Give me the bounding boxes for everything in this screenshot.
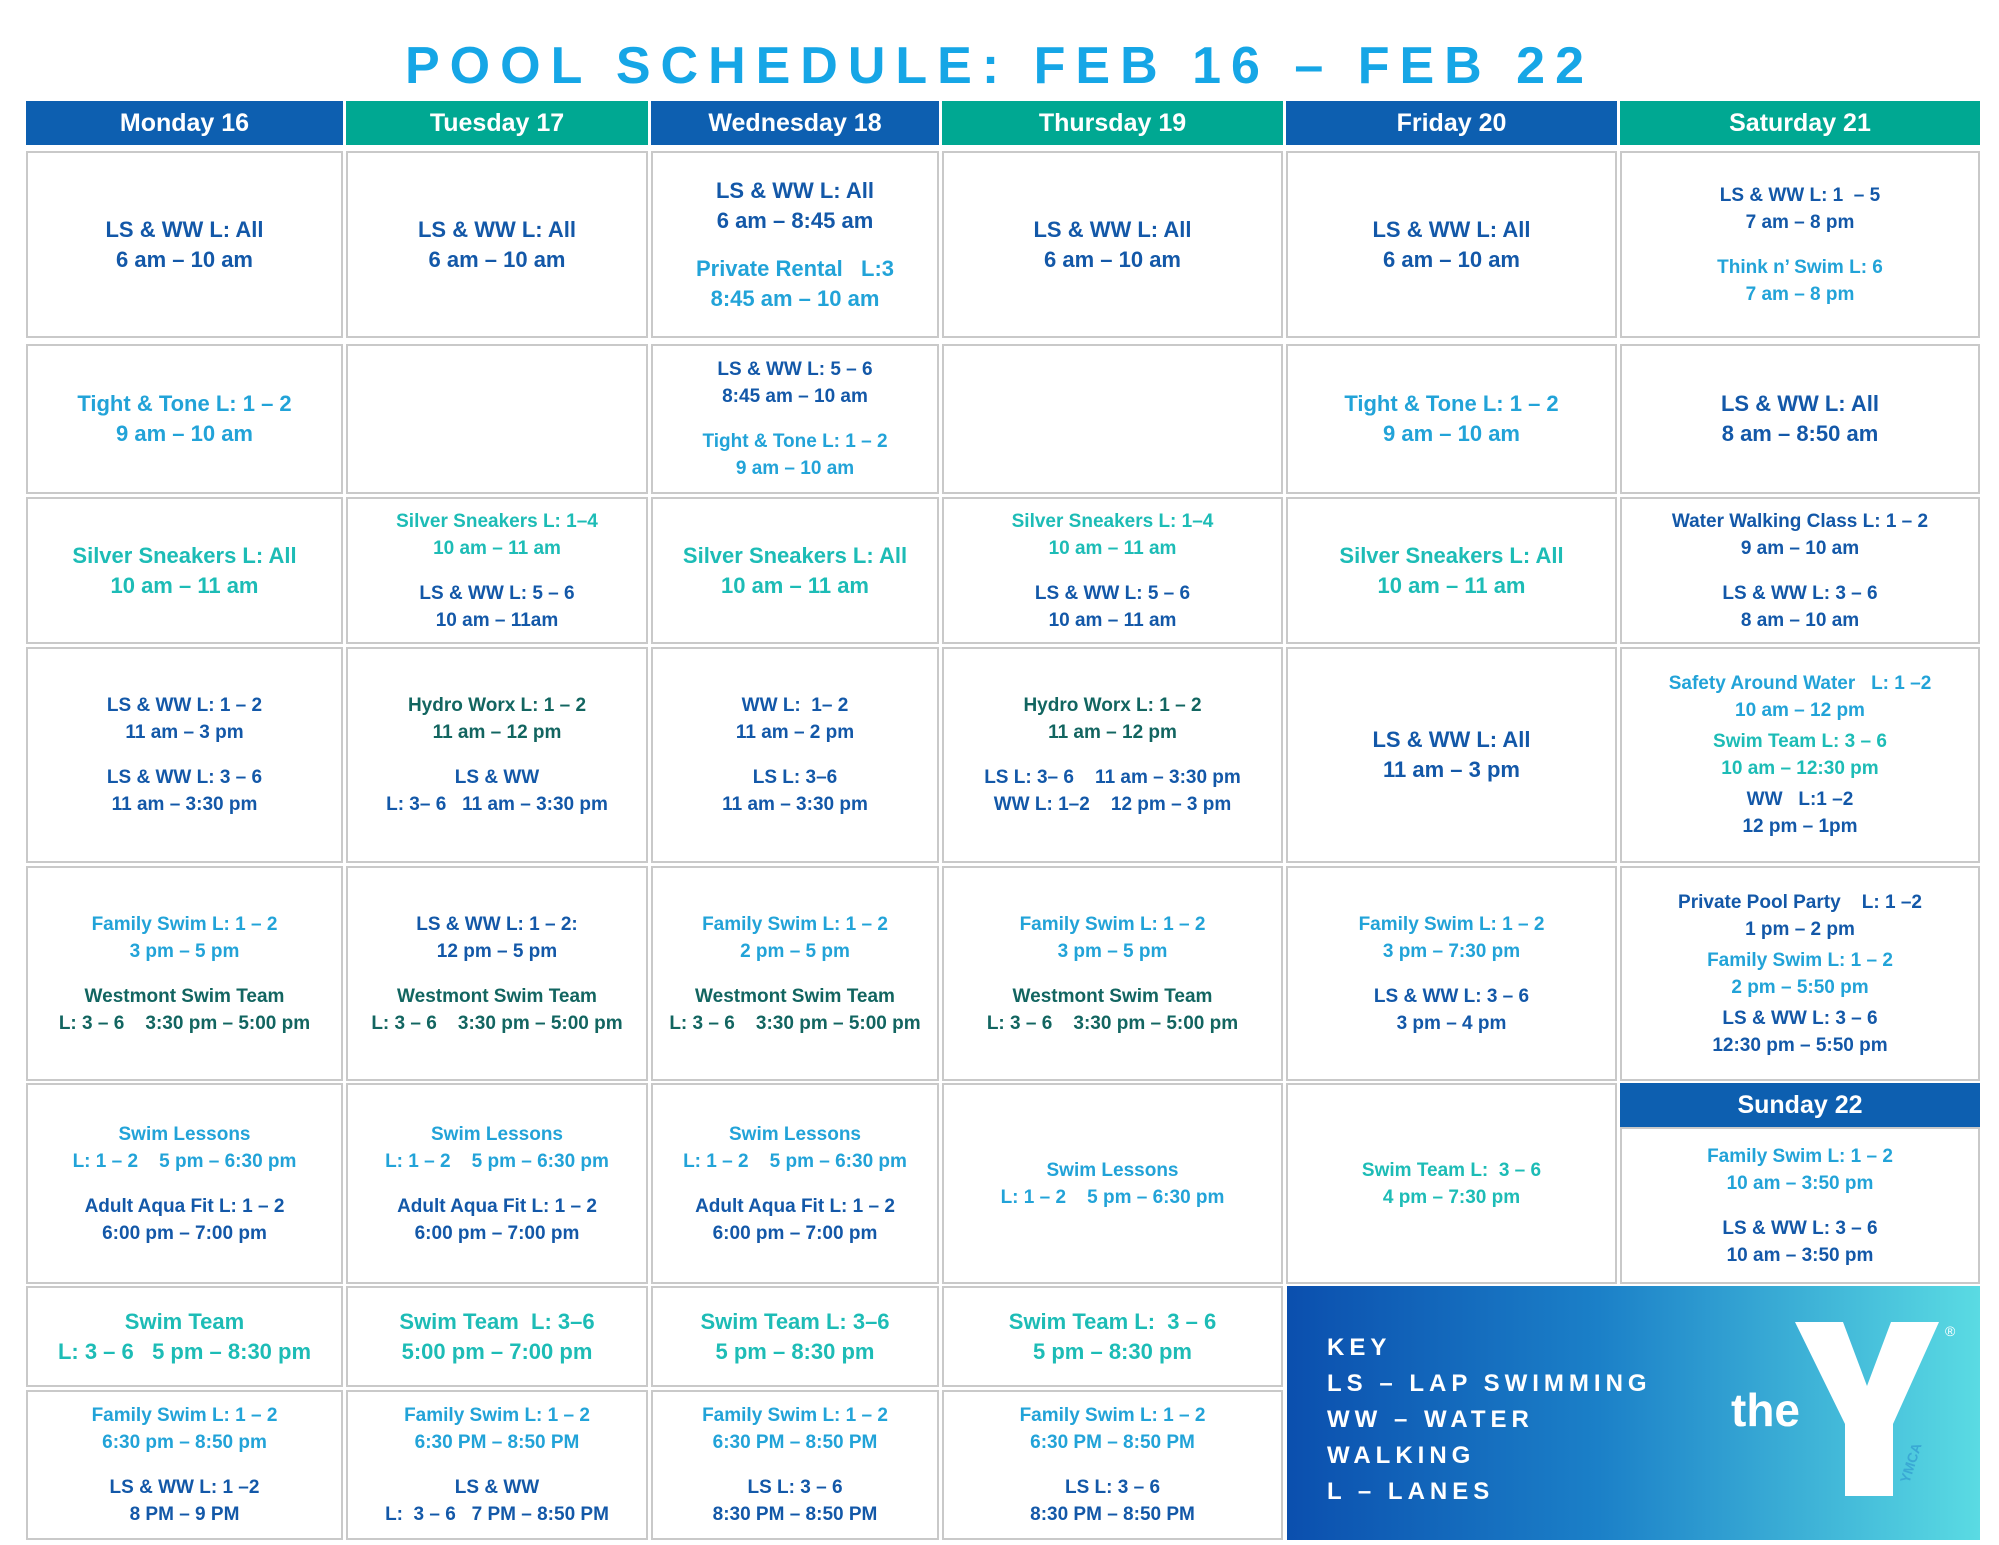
event-time: 10 am – 11 am (1048, 537, 1177, 559)
event-title: Swim Team L: 3 – 6 (1008, 1308, 1217, 1334)
event-title: Hydro Worx L: 1 – 2 (407, 695, 587, 716)
day-header-3: Wednesday 18 (651, 101, 939, 145)
schedule-event (669, 983, 920, 1037)
schedule-cell (26, 497, 343, 644)
schedule-cell (942, 647, 1283, 863)
event-time: L: 3 – 6 5 pm – 8:30 pm (57, 1338, 312, 1364)
schedule-event (418, 215, 576, 275)
day-header-4: Thursday 19 (942, 101, 1283, 145)
schedule-event (1339, 541, 1563, 601)
schedule-cell (1286, 1083, 1617, 1284)
event-time: 11 am – 12 pm (432, 722, 562, 743)
schedule-event (1678, 889, 1922, 943)
event-time: 10 am – 11 am (1377, 572, 1526, 598)
schedule-event (404, 1402, 590, 1456)
key-panel (1287, 1286, 1980, 1540)
event-time: 11 am – 3:30 pm (111, 794, 258, 815)
schedule-cell (1286, 344, 1617, 494)
schedule-cell (942, 1083, 1283, 1284)
schedule-event (702, 911, 888, 965)
event-title: LS & WW (454, 767, 540, 788)
event-time: 5 pm – 8:30 pm (715, 1338, 875, 1364)
event-title: Tight & Tone L: 1 – 2 (1344, 391, 1559, 416)
event-title: Adult Aqua Fit L: 1 – 2 (84, 1195, 285, 1217)
event-time: L: 3 – 6 7 PM – 8:50 PM (385, 1504, 609, 1525)
event-time: L: 3– 6 11 am – 3:30 pm (386, 794, 608, 815)
event-title: LS & WW L: 3 – 6 (1722, 1007, 1878, 1029)
event-title: Family Swim L: 1 – 2 (1019, 1405, 1206, 1426)
event-title: Swim Team L: 3 – 6 (1361, 1159, 1542, 1181)
event-title: Family Swim L: 1 – 2 (702, 1405, 888, 1426)
schedule-event (1717, 254, 1883, 308)
event-time: 6 am – 8:45 am (716, 207, 874, 233)
event-time: 3 pm – 4 pm (1396, 1012, 1507, 1034)
schedule-cell (26, 1083, 343, 1284)
event-time: 11 am – 3 pm (1383, 757, 1520, 782)
event-time: 8:30 PM – 8:50 PM (1030, 1504, 1195, 1525)
event-time: L: 1 – 2 5 pm – 6:30 pm (385, 1150, 609, 1172)
event-time: 4 pm – 7:30 pm (1382, 1186, 1521, 1208)
event-time: 3 pm – 5 pm (1057, 940, 1168, 962)
event-time: 6 am – 10 am (1383, 246, 1520, 272)
event-title: Family Swim L: 1 – 2 (1019, 913, 1206, 935)
schedule-event (1712, 1005, 1887, 1059)
schedule-event (1012, 508, 1214, 562)
schedule-cell (26, 151, 343, 338)
event-title: LS & WW L: 3 – 6 (1373, 985, 1530, 1007)
schedule-event (1722, 580, 1877, 634)
schedule-cell (651, 497, 939, 644)
event-time: 11 am – 12 pm (1048, 722, 1177, 743)
key-line-walking: WALKING (1327, 1442, 1476, 1469)
schedule-event (385, 1121, 609, 1175)
schedule-event (702, 1402, 888, 1456)
schedule-event (1020, 1402, 1206, 1456)
event-time: 6:00 pm – 7:00 pm (102, 1222, 267, 1244)
event-title: Family Swim L: 1 – 2 (702, 913, 888, 935)
event-time: 6 am – 10 am (1044, 246, 1181, 272)
event-title: Swim Team L: 3–6 (399, 1308, 595, 1334)
schedule-cell (1620, 151, 1980, 338)
event-title: Adult Aqua Fit L: 1 – 2 (695, 1195, 895, 1217)
event-title: Think n’ Swim L: 6 (1717, 256, 1883, 278)
event-time: 12 pm – 5 pm (436, 940, 558, 962)
event-title: Swim Lessons (118, 1123, 251, 1145)
event-time: 12:30 pm – 5:50 pm (1712, 1034, 1888, 1056)
event-title: LS L: 3–6 (752, 767, 838, 788)
schedule-event (1030, 1474, 1195, 1528)
schedule-event (1722, 1215, 1877, 1269)
schedule-cell (651, 1390, 939, 1540)
event-time: 3 pm – 7:30 pm (1382, 940, 1521, 962)
event-title: Westmont Swim Team (695, 985, 895, 1007)
event-time: 6:00 pm – 7:00 pm (414, 1222, 580, 1244)
event-time: 2 pm – 5:50 pm (1731, 976, 1869, 998)
schedule-event (1035, 580, 1190, 634)
schedule-cell (26, 647, 343, 863)
schedule-event (702, 428, 887, 482)
schedule-event (77, 389, 291, 449)
schedule-cell (346, 1390, 648, 1540)
event-time: WW L: 1–2 12 pm – 3 pm (993, 794, 1232, 815)
schedule-cell (942, 1390, 1283, 1540)
schedule-cell (942, 866, 1283, 1081)
event-time: 8 PM – 9 PM (129, 1504, 240, 1525)
schedule-cell (1620, 497, 1980, 644)
logo-the-text: the (1731, 1384, 1800, 1436)
schedule-event (107, 764, 262, 818)
schedule-event (695, 1193, 895, 1247)
page-title: POOL SCHEDULE: FEB 16 – FEB 22 (404, 37, 1595, 95)
schedule-event (386, 764, 608, 818)
schedule-event (385, 1474, 609, 1528)
schedule-event (73, 1121, 297, 1175)
key-line-ls: LS – LAP SWIMMING (1327, 1370, 1652, 1397)
event-time: 12 pm – 1pm (1742, 816, 1858, 837)
event-title: Private Rental L:3 (695, 255, 895, 281)
event-time: 6:00 pm – 7:00 pm (712, 1222, 878, 1244)
event-time: 5:00 pm – 7:00 pm (401, 1338, 593, 1364)
event-time: 3 pm – 5 pm (129, 940, 240, 962)
schedule-cell (1620, 866, 1980, 1081)
schedule-cell (26, 1390, 343, 1540)
schedule-cell (651, 344, 939, 494)
event-time: L: 3 – 6 3:30 pm – 5:00 pm (986, 1012, 1239, 1034)
schedule-event (58, 1307, 311, 1367)
event-time: 6:30 PM – 8:50 PM (414, 1432, 580, 1453)
event-time: 10 am – 11am (435, 609, 559, 631)
schedule-event (1023, 692, 1201, 746)
event-title: Family Swim L: 1 – 2 (1707, 949, 1893, 971)
event-title: Safety Around Water L: 1 –2 (1668, 673, 1932, 694)
schedule-cell (942, 151, 1283, 338)
schedule-event (1020, 911, 1206, 965)
event-title: LS & WW L: All (1033, 216, 1192, 242)
event-title: Silver Sneakers L: All (72, 542, 297, 568)
event-time: 7 am – 8 pm (1745, 211, 1855, 233)
schedule-cell (26, 866, 343, 1081)
schedule-cell (26, 344, 343, 494)
event-title: LS & WW L: All (1720, 391, 1880, 416)
event-time: 10 am – 11 am (433, 537, 561, 559)
schedule-event (1372, 215, 1530, 275)
event-title: LS & WW L: 3 – 6 (1722, 582, 1878, 604)
schedule-cell (346, 1083, 648, 1284)
event-title: LS & WW L: 3 – 6 (1722, 1217, 1878, 1239)
event-title: Silver Sneakers L: 1–4 (1011, 510, 1214, 532)
event-title: Westmont Swim Team (397, 985, 597, 1007)
schedule-cell (651, 151, 939, 338)
event-time: 11 am – 3 pm (125, 722, 244, 743)
schedule-cell (942, 344, 1283, 494)
schedule-cell (26, 1286, 343, 1387)
key-text (1327, 1330, 1652, 1510)
schedule-event (1374, 983, 1529, 1037)
schedule-event (696, 254, 894, 314)
schedule-event (1720, 182, 1880, 236)
event-title: Adult Aqua Fit L: 1 – 2 (397, 1195, 597, 1217)
schedule-event (419, 580, 574, 634)
schedule-event (1001, 1157, 1225, 1211)
event-title: LS & WW L: All (417, 216, 577, 242)
schedule-event (110, 1474, 260, 1528)
schedule-cell (1286, 647, 1617, 863)
schedule-event (1742, 786, 1857, 840)
event-title: Family Swim L: 1 – 2 (91, 913, 278, 935)
schedule-event (683, 541, 907, 601)
schedule-cell (346, 151, 648, 338)
event-time: 1 pm – 2 pm (1745, 918, 1855, 940)
event-time: 8:45 am – 10 am (710, 285, 880, 311)
event-title: LS L: 3– 6 11 am – 3:30 pm (984, 767, 1241, 788)
event-time: L: 3 – 6 3:30 pm – 5:00 pm (58, 1012, 311, 1034)
schedule-event (396, 508, 598, 562)
event-time: 2 pm – 5 pm (740, 940, 850, 962)
schedule-cell (1286, 866, 1617, 1081)
day-header-2: Tuesday 17 (346, 101, 648, 145)
event-time: L: 3 – 6 3:30 pm – 5:00 pm (669, 1012, 921, 1034)
day-header-6: Saturday 21 (1620, 101, 1980, 145)
event-time: 6 am – 10 am (428, 246, 566, 272)
event-time: 9 am – 10 am (1740, 537, 1860, 559)
event-time: 6 am – 10 am (116, 246, 253, 272)
event-time: 9 am – 10 am (735, 458, 855, 479)
event-time: 10 am – 12 pm (1735, 700, 1865, 721)
schedule-event (416, 911, 578, 965)
event-title: LS L: 3 – 6 (747, 1477, 843, 1498)
event-time: 10 am – 12:30 pm (1721, 758, 1879, 779)
event-title: Family Swim L: 1 – 2 (1358, 913, 1545, 935)
schedule-event (1359, 911, 1545, 965)
event-title: LS & WW L: 1 – 2 (106, 695, 263, 716)
schedule-cell (346, 497, 648, 644)
schedule-cell (1620, 344, 1980, 494)
schedule-event (105, 215, 263, 275)
event-title: LS & WW L: 1 – 5 (1719, 184, 1881, 206)
event-time: 6:30 PM – 8:50 PM (1030, 1432, 1195, 1453)
event-time: 8 am – 8:50 am (1721, 421, 1879, 446)
day-header-1: Monday 16 (26, 101, 343, 145)
event-time: L: 1 – 2 5 pm – 6:30 pm (683, 1150, 907, 1172)
event-title: Silver Sneakers L: All (1339, 542, 1564, 568)
event-title: LS L: 3 – 6 (1064, 1477, 1161, 1498)
event-title: LS & WW L: All (105, 216, 264, 242)
event-title: LS & WW L: All (1372, 216, 1531, 242)
event-title: Swim Team L: 3–6 (700, 1308, 890, 1334)
schedule-event (399, 1307, 594, 1367)
schedule-cell (942, 497, 1283, 644)
event-time: L: 1 – 2 5 pm – 6:30 pm (1000, 1186, 1225, 1208)
event-title: Swim Team (124, 1308, 245, 1334)
schedule-event (107, 692, 262, 746)
event-time: 10 am – 11 am (720, 572, 869, 598)
day-header-5: Friday 20 (1286, 101, 1617, 145)
event-time: 10 am – 11 am (1048, 609, 1177, 631)
schedule-event (1721, 389, 1879, 449)
schedule-cell (1286, 497, 1617, 644)
ymca-logo-icon (1725, 1306, 1965, 1506)
event-title: Hydro Worx L: 1 – 2 (1023, 695, 1202, 716)
event-time: 5 pm – 8:30 pm (1033, 1338, 1192, 1364)
schedule-cell (651, 647, 939, 863)
event-time: L: 3 – 6 3:30 pm – 5:00 pm (371, 1012, 623, 1034)
schedule-cell (346, 1286, 648, 1387)
event-title: Silver Sneakers L: 1–4 (396, 510, 598, 532)
schedule-cell (942, 1286, 1283, 1387)
event-time: 10 am – 11 am (110, 572, 259, 598)
schedule-event (59, 983, 310, 1037)
schedule-cell (1620, 1127, 1980, 1284)
schedule-event (1344, 389, 1558, 449)
schedule-cell (651, 866, 939, 1081)
schedule-cell (346, 344, 648, 494)
event-title: Family Swim L: 1 – 2 (1707, 1145, 1893, 1167)
event-time: 8:30 PM – 8:50 PM (712, 1504, 878, 1525)
schedule-event (92, 911, 278, 965)
schedule-event (683, 1121, 907, 1175)
schedule-event (700, 1307, 889, 1367)
schedule-event (397, 1193, 597, 1247)
schedule-event (1033, 215, 1191, 275)
key-line-ww: WW – WATER (1327, 1406, 1534, 1433)
event-title: Family Swim L: 1 – 2 (404, 1405, 590, 1426)
event-title: LS & WW L: 5 – 6 (717, 359, 873, 380)
event-title: LS & WW L: All (715, 177, 875, 203)
event-title: Westmont Swim Team (1012, 985, 1213, 1007)
event-title: LS & WW L: 1 – 2: (416, 913, 578, 935)
event-title: Swim Lessons (1046, 1159, 1179, 1181)
event-title: Swim Lessons (729, 1123, 861, 1145)
key-heading: KEY (1327, 1334, 1392, 1361)
schedule-event (85, 1193, 285, 1247)
schedule-event (717, 356, 872, 410)
event-title: LS & WW L: 5 – 6 (419, 582, 575, 604)
schedule-cell (1286, 151, 1617, 338)
event-title: Swim Lessons (431, 1123, 563, 1145)
schedule-event (1672, 508, 1928, 562)
event-title: Tight & Tone L: 1 – 2 (702, 431, 888, 452)
event-title: Westmont Swim Team (84, 985, 285, 1007)
event-title: Swim Team L: 3 – 6 (1713, 731, 1887, 752)
event-time: 9 am – 10 am (116, 421, 253, 446)
schedule-event (984, 764, 1241, 818)
event-time: 10 am – 3:50 pm (1726, 1244, 1874, 1266)
key-line-lanes: L – LANES (1327, 1478, 1495, 1505)
schedule-event (1669, 670, 1932, 724)
event-time: 8:45 am – 10 am (722, 386, 868, 407)
event-title: LS & WW L: All (1372, 727, 1531, 752)
logo-registered-mark: ® (1945, 1323, 1956, 1339)
logo-ymca-text: YMCA (1896, 1440, 1925, 1485)
event-title: WW L:1 –2 (1746, 789, 1854, 810)
sunday-header: Sunday 22 (1620, 1083, 1980, 1127)
event-title: LS & WW L: 5 – 6 (1034, 582, 1191, 604)
schedule-event (1707, 1143, 1893, 1197)
event-title: LS & WW (454, 1477, 540, 1498)
schedule-event (713, 1474, 878, 1528)
event-time: 8 am – 10 am (1740, 609, 1860, 631)
schedule-event (72, 541, 296, 601)
schedule-cell (346, 647, 648, 863)
event-title: Tight & Tone L: 1 – 2 (77, 391, 292, 416)
schedule-event (722, 764, 868, 818)
event-title: WW L: 1– 2 (741, 695, 849, 716)
schedule-event (1009, 1307, 1216, 1367)
event-title: Water Walking Class L: 1 – 2 (1671, 510, 1929, 532)
schedule-cell (346, 866, 648, 1081)
event-time: L: 1 – 2 5 pm – 6:30 pm (72, 1150, 297, 1172)
schedule-cell (651, 1083, 939, 1284)
event-time: 6:30 pm – 8:50 pm (102, 1432, 267, 1453)
schedule-cell (1620, 647, 1980, 863)
schedule-event (987, 983, 1238, 1037)
event-title: Family Swim L: 1 – 2 (91, 1405, 278, 1426)
event-time: 11 am – 2 pm (735, 722, 855, 743)
event-title: LS & WW L: 1 –2 (109, 1477, 260, 1498)
schedule-event (716, 176, 874, 236)
event-time: 10 am – 3:50 pm (1726, 1172, 1874, 1194)
schedule-event (1362, 1157, 1541, 1211)
schedule-event (736, 692, 854, 746)
event-time: 11 am – 3:30 pm (722, 794, 868, 815)
schedule-cell (651, 1286, 939, 1387)
schedule-event (371, 983, 622, 1037)
schedule-event (1707, 947, 1893, 1001)
event-title: LS & WW L: 3 – 6 (106, 767, 263, 788)
schedule-event (1372, 725, 1530, 785)
schedule-event (92, 1402, 278, 1456)
event-time: 9 am – 10 am (1383, 421, 1520, 446)
schedule-event (408, 692, 586, 746)
event-title: Silver Sneakers L: All (682, 542, 908, 568)
event-time: 6:30 PM – 8:50 PM (712, 1432, 878, 1453)
event-time: 7 am – 8 pm (1745, 283, 1855, 305)
schedule-event (1713, 728, 1887, 782)
event-title: Private Pool Party L: 1 –2 (1678, 891, 1922, 913)
